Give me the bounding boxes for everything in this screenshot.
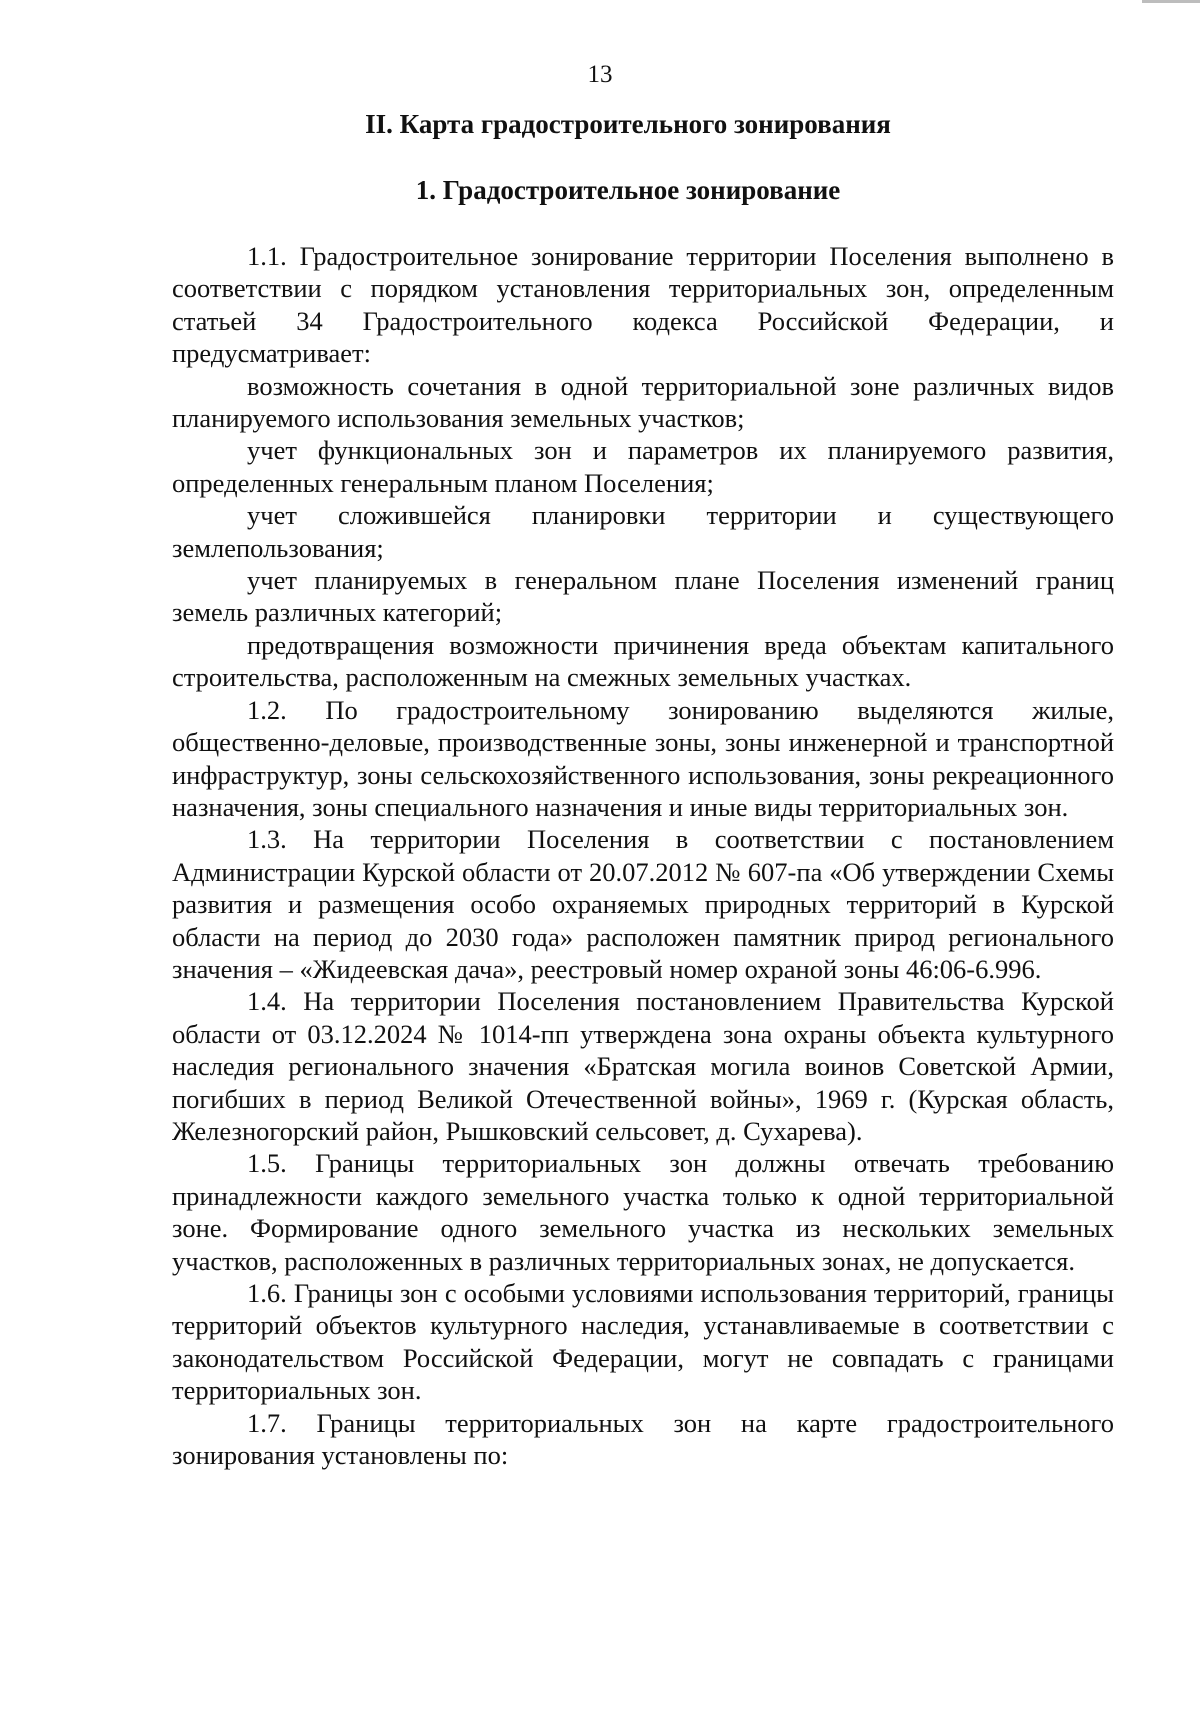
paragraph-1-1: 1.1. Градостроительное зонирование территории Поселения выполнено в соответствии с порядком установления территориальных зон, определенным статьей 34 Градостроительного кодекса Российской Федерации, и предусматривает: [172,241,1114,369]
paragraph-1-7: 1.7. Границы территориальных зон на карте градостроительного зонирования установлены по: [172,1407,1114,1471]
paragraph-1-2: 1.2. По градостроительному зонированию выделяются жилые, общественно-деловые, производственные зоны, зоны инженерной и транспортной инфраструктур, зоны сельскохозяйственного использования, зоны рекреационного назначения, зоны специального назначения и иные виды территориальных зон. [172,694,1114,822]
paragraph-1-4: 1.4. На территории Поселения постановлением Правительства Курской области от 03.12.2024 № 1014-пп утверждена зона охраны объекта культурного наследия регионального значения «Братская могила воинов Советской Армии, погибших в период Великой Отечественной войны», 1969 г. (Курская область, Железногорский район, Рышковский сельсовет, д. Сухарева). [172,986,1114,1146]
list-item-functional-zones: учет функциональных зон и параметров их планируемого развития, определенных генеральным планом Поселения; [172,435,1114,498]
list-item-existing-layout: учет сложившейся планировки территории и существующего землепользования; [172,500,1114,563]
paragraph-1-3: 1.3. На территории Поселения в соответствии с постановлением Администрации Курской области от 20.07.2012 № 607-па «Об утверждении Схемы развития и размещения особо охраняемых природных территорий в Курской области на период до 2030 года» расположен памятник природ регионального значения – «Жидеевская дача», реестровый номер охраной зоны 46:06-6.996. [172,824,1114,984]
page-number: 13 [587,61,613,88]
list-item-combination: возможность сочетания в одной территориальной зоне различных видов планируемого использования земельных участков; [172,370,1114,434]
document-body [172,240,1114,1471]
paragraph-1-6: 1.6. Границы зон с особыми условиями использования территорий, границы территорий объектов культурного наследия, устанавливаемые в соответствии с законодательством Российской Федерации, могут не совпадать с границами территориальных зон. [172,1278,1114,1406]
section-title: II. Карта градостроительного зонирования [365,109,891,139]
paragraph-1-5: 1.5. Границы территориальных зон должны отвечать требованию принадлежности каждого земельного участка только к одной территориальной зоне. Формирование одного земельного участка из нескольких земельных участков, расположенных в различных территориальных зонах, не допускается. [172,1148,1114,1276]
subsection-title: 1. Градостроительное зонирование [415,175,841,205]
list-item-land-categories: учет планируемых в генеральном плане Поселения изменений границ земель различных категорий; [172,565,1114,628]
scan-edge-mark [1142,0,1200,3]
list-item-harm-prevention: предотвращения возможности причинения вреда объектам капитального строительства, расположенным на смежных земельных участках. [172,629,1114,693]
